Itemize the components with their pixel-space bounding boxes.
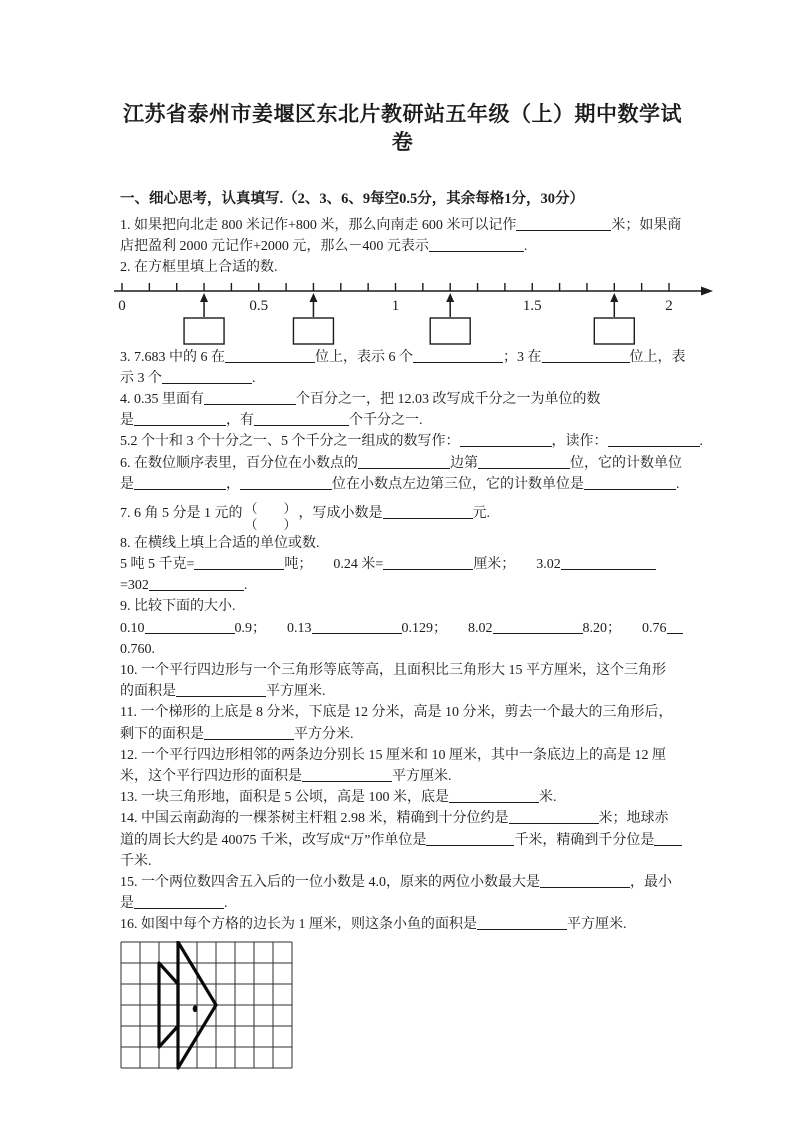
question-text: 的面积是: [120, 684, 176, 700]
fill-blank: [654, 832, 682, 846]
question-text: .: [252, 370, 256, 386]
fill-blank: [134, 476, 226, 490]
answer-arrow-head-icon: [610, 293, 618, 302]
answer-arrow-head-icon: [309, 293, 317, 302]
question-line: [120, 702, 720, 723]
question-text: ；3 在: [503, 349, 542, 365]
question-line: [120, 596, 720, 617]
question-line: [120, 851, 720, 872]
fill-blank: [493, 620, 583, 634]
question-text: 位上，表: [629, 349, 686, 365]
question-line: [120, 872, 720, 893]
fish-eye: [193, 1006, 198, 1013]
axis-label: 2: [665, 297, 673, 314]
question-line: [120, 215, 720, 236]
question-text: 是: [120, 896, 134, 912]
question-line: [120, 533, 720, 554]
question-text: =302: [120, 578, 149, 594]
question-text: .: [523, 239, 528, 255]
question-text: 平方厘米.: [266, 684, 326, 700]
question-text: 剩下的面积是: [120, 726, 204, 742]
number-line-svg: [114, 279, 734, 345]
fill-blank: [667, 620, 683, 634]
page-title: 江苏省泰州市姜堰区东北片教研站五年级（上）期中数学试卷: [123, 102, 682, 154]
fill-blank: [509, 810, 599, 824]
question-text: 位在小数点左边第三位，它的计数单位是: [332, 476, 584, 492]
fill-blank: [608, 433, 700, 447]
axis-arrowhead-icon: [701, 286, 713, 295]
question-text: 边第: [450, 455, 478, 471]
question-line: [120, 618, 720, 639]
answer-box: [430, 318, 470, 344]
fill-blank: [162, 370, 252, 384]
fill-blank: [194, 556, 284, 570]
fill-blank: [383, 505, 473, 519]
fill-blank: [302, 768, 392, 782]
answer-box: [293, 318, 333, 344]
question-text: 是: [120, 413, 134, 429]
question-text: 是: [120, 476, 134, 492]
question-text: ，写成小数是: [298, 505, 383, 521]
question-text: 0.10: [120, 620, 145, 636]
question-text: ，最小: [630, 874, 672, 890]
answer-arrow-head-icon: [200, 293, 208, 302]
number-line-figure: [114, 279, 720, 347]
question-text: 平方厘米.: [392, 768, 452, 784]
fraction-part: （ ）: [244, 516, 297, 532]
fill-blank: [312, 620, 402, 634]
question-line: [120, 914, 720, 935]
question-line: [120, 893, 720, 914]
question-text: 4. 0.35 里面有: [120, 391, 204, 407]
question-text: 吨； 0.24 米=: [284, 557, 384, 573]
question-text: 8. 在横线上填上合适的单位或数.: [120, 535, 320, 551]
question-text: 个千分之一.: [349, 413, 423, 429]
fill-blank: [134, 895, 224, 909]
question-text: 14. 中国云南勐海的一棵茶树主杆粗 2.98 米，精确到十分位约是: [120, 811, 509, 827]
question-text: 8.20； 0.76: [582, 620, 667, 636]
fill-blank: [225, 349, 315, 363]
axis-label: 1: [391, 297, 400, 314]
question-text: 10. 一个平行四边形与一个三角形等底等高，且面积比三角形大 15 平方厘米，这个三角形: [120, 663, 666, 678]
question-line: [120, 660, 720, 681]
question-text: ，: [226, 476, 240, 492]
question-line: [120, 554, 720, 575]
question-line: [120, 453, 720, 474]
question-text: 7. 6 角 5 分是 1 元的: [120, 505, 243, 521]
fill-blank: [449, 789, 539, 803]
question-line: [120, 236, 720, 257]
questions-3-16: [120, 347, 720, 936]
question-text: 千米，精确到千分位是: [514, 832, 655, 848]
question-text: 平方分米.: [294, 726, 354, 742]
question-text: 5.2 个十和 3 个十分之一、5 个千分之一组成的数写作：: [120, 434, 460, 450]
questions-1-2: [120, 215, 720, 279]
question-line: [120, 808, 720, 829]
question-text: .: [676, 476, 680, 492]
fill-blank: [204, 391, 296, 405]
answer-box: [594, 318, 634, 344]
question-line: [120, 639, 720, 660]
question-line: [120, 368, 720, 389]
question-text: 千米.: [120, 853, 152, 869]
question-text: 11. 一个梯形的上底是 8 分米，下底是 12 分米，高是 10 分米，剪去一个最大的三角形后，: [120, 705, 673, 721]
question-line: [120, 575, 720, 596]
question-line: [120, 766, 720, 787]
question-line: [120, 830, 720, 851]
fill-blank: [240, 476, 332, 490]
question-line: [120, 389, 720, 410]
question-line: [120, 347, 720, 368]
question-text: 厘米； 3.02: [473, 557, 561, 573]
section-1-header: 一、细心思考，认真填写.（2、3、6、9每空0.5分，其余每格1分，30分）: [120, 191, 584, 207]
question-text: ，读作：: [551, 434, 608, 450]
question-text: 0.760.: [120, 641, 155, 657]
fill-blank: [540, 874, 630, 888]
fraction-blank: [245, 501, 297, 533]
question-text: 0.9； 0.13: [234, 620, 312, 636]
question-text: 道的周长大约是 40075 千米，改写成“万”作单位是: [120, 832, 427, 848]
fill-blank: [134, 412, 226, 426]
question-line: [120, 410, 720, 431]
fish-grid-figure: [120, 941, 720, 1071]
fill-blank: [145, 620, 235, 634]
fill-blank: [429, 238, 524, 252]
question-line: [120, 724, 720, 745]
question-line: [120, 495, 720, 533]
fill-blank: [561, 556, 656, 570]
question-text: 米；地球赤: [598, 811, 669, 827]
answer-box: [184, 318, 224, 344]
question-text: .: [224, 896, 228, 912]
question-line: [120, 745, 720, 766]
question-text: 12. 一个平行四边形相邻的两条边分别长 15 厘米和 10 厘米，其中一条底边上的高是 12 厘: [120, 747, 666, 763]
question-line: [120, 431, 720, 452]
fill-blank: [460, 433, 552, 447]
exam-content: [120, 100, 720, 1071]
question-text: 6. 在数位顺序表里，百分位在小数点的: [120, 455, 358, 471]
axis-label: 0.5: [249, 297, 269, 314]
question-text: 16. 如图中每个方格的边长为 1 厘米，则这条小鱼的面积是: [120, 917, 477, 933]
fill-blank: [176, 683, 266, 697]
question-text: 米，这个平行四边形的面积是: [120, 768, 302, 784]
question-text: 示 3 个: [120, 370, 162, 386]
question-text: 店把盈利 2000 元记作+2000 元，那么－400 元表示: [120, 239, 429, 255]
question-text: 3. 7.683 中的 6 在: [120, 349, 225, 365]
question-line: [120, 474, 720, 495]
question-text: 米；如果商: [611, 218, 682, 233]
question-text: 元.: [472, 505, 491, 521]
fraction-part: （ ）: [244, 500, 297, 516]
fill-blank: [358, 455, 450, 469]
question-text: 2. 在方框里填上合适的数.: [120, 260, 278, 276]
fill-blank: [204, 726, 294, 740]
question-text: .: [243, 578, 248, 594]
fill-blank: [542, 349, 630, 363]
question-text: 13. 一块三角形地，面积是 5 公顷，高是 100 米，底是: [120, 790, 449, 806]
fill-blank: [383, 556, 473, 570]
question-text: 位上，表示 6 个: [315, 349, 413, 365]
fill-blank: [149, 577, 244, 591]
question-text: 个百分之一，把 12.03 改写成千分之一为单位的数: [296, 391, 601, 407]
axis-label: 0: [118, 297, 126, 314]
axis-label: 1.5: [522, 297, 542, 314]
question-text: 0.129； 8.02: [401, 620, 493, 636]
question-text: ，有: [226, 413, 254, 429]
fill-blank: [477, 916, 567, 930]
question-line: [120, 681, 720, 702]
fill-blank: [254, 412, 349, 426]
fill-blank: [426, 832, 514, 846]
fill-blank: [413, 349, 503, 363]
question-text: 1. 如果把向北走 800 米记作+800 米，那么向南走 600 米可以记作: [120, 218, 517, 233]
fish-grid-svg: [120, 941, 296, 1071]
question-text: 平方厘米.: [567, 917, 627, 933]
answer-arrow-head-icon: [446, 293, 454, 302]
question-text: 米.: [539, 790, 557, 806]
question-text: 5 吨 5 千克=: [120, 557, 195, 573]
question-text: 9. 比较下面的大小.: [120, 599, 236, 615]
fill-blank: [584, 476, 676, 490]
question-text: 位，它的计数单位: [570, 455, 682, 471]
question-text: 15. 一个两位数四舍五入后的一位小数是 4.0，原来的两位小数最大是: [120, 874, 540, 890]
question-line: [120, 257, 720, 278]
question-line: [120, 787, 720, 808]
question-text: .: [699, 434, 703, 450]
fill-blank: [516, 217, 611, 231]
fill-blank: [478, 455, 570, 469]
